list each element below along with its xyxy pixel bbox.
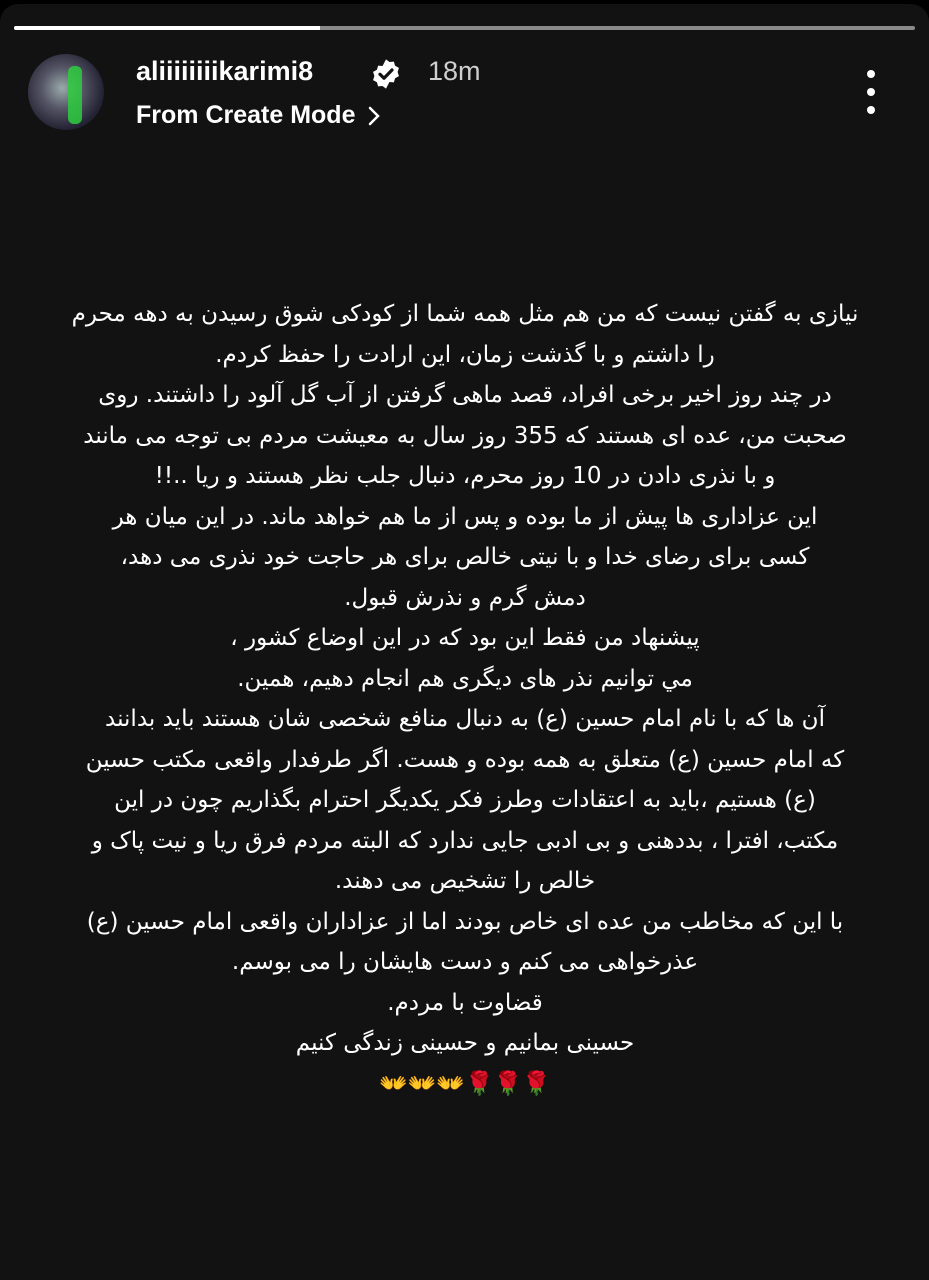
story-viewer xyxy=(0,4,929,1280)
text-line: صحبت من، عده ای هستند که 355 روز سال به معیشت مردم بی توجه می مانند xyxy=(83,422,847,449)
text-line: که امام حسین (ع) متعلق به همه بوده و هست. اگر طرفدار واقعی مکتب حسین xyxy=(85,746,845,773)
text-line: دمش گرم و نذرش قبول. xyxy=(344,584,586,611)
text-line: در چند روز اخیر برخی افراد، قصد ماهی گرفتن از آب گل آلود را داشتند. روی xyxy=(98,382,832,408)
text-line: را داشتم و با گذشت زمان، این ارادت را حفظ کردم. xyxy=(215,341,715,368)
story-progress-fill xyxy=(14,26,320,30)
more-options-button[interactable] xyxy=(858,70,884,114)
text-line: قضاوت با مردم. xyxy=(387,989,543,1016)
create-mode-label: From Create Mode xyxy=(136,101,356,129)
chevron-right-icon xyxy=(367,105,381,127)
more-vertical-icon xyxy=(867,70,875,78)
text-line: و با نذری دادن در 10 روز محرم، دنبال جلب نظر هستند و ریا ..!! xyxy=(154,463,776,489)
emoji-line: 🌹🌹🌹👐👐👐 xyxy=(379,1070,551,1097)
story-progress-bar xyxy=(14,26,915,30)
text-line: کسی برای رضای خدا و با نیتی خالص برای هر حاجت خود نذری می دهد، xyxy=(120,544,810,570)
avatar[interactable] xyxy=(28,54,104,130)
story-text xyxy=(20,294,910,1104)
text-line: خالص را تشخیص می دهند. xyxy=(334,868,596,894)
post-time: 18m xyxy=(428,56,481,86)
text-line: مي توانیم نذر های دیگری هم انجام دهیم، همین. xyxy=(237,665,693,692)
text-line: پیشنهاد من فقط این بود که در این اوضاع کشور ، xyxy=(230,625,700,651)
username[interactable]: aliiiiiiiikarimi8 xyxy=(136,56,314,86)
text-line: این عزاداری ها پیش از ما بوده و پس از ما هم خواهد ماند. در این میان هر xyxy=(112,503,818,530)
more-vertical-icon xyxy=(867,88,875,96)
text-line: با این که مخاطب من عده ای خاص بودند اما از عزاداران واقعی امام حسین (ع) xyxy=(86,908,844,935)
verified-badge-icon xyxy=(370,58,402,90)
text-line: آن ها که با نام امام حسین (ع) به دنبال منافع شخصی شان هستند باید بدانند xyxy=(105,706,825,732)
text-line: عذرخواهی می کنم و دست هایشان را می بوسم. xyxy=(231,949,699,975)
create-mode-link[interactable] xyxy=(136,101,381,130)
text-line: نیازی به گفتن نیست که من هم مثل همه شما از کودکی شوق رسیدن به دهه محرم xyxy=(71,301,859,327)
text-line: مکتب، افترا ، بددهنی و بی ادبی جایی ندارد که البته مردم فرق ریا و نیت پاک و xyxy=(91,827,839,854)
text-line: (ع) هستیم ،باید به اعتقادات وطرز فکر یکدیگر احترام بگذاریم چون در این xyxy=(114,787,816,813)
more-vertical-icon xyxy=(867,106,875,114)
text-line: حسینی بمانیم و حسینی زندگی کنیم xyxy=(295,1030,635,1056)
